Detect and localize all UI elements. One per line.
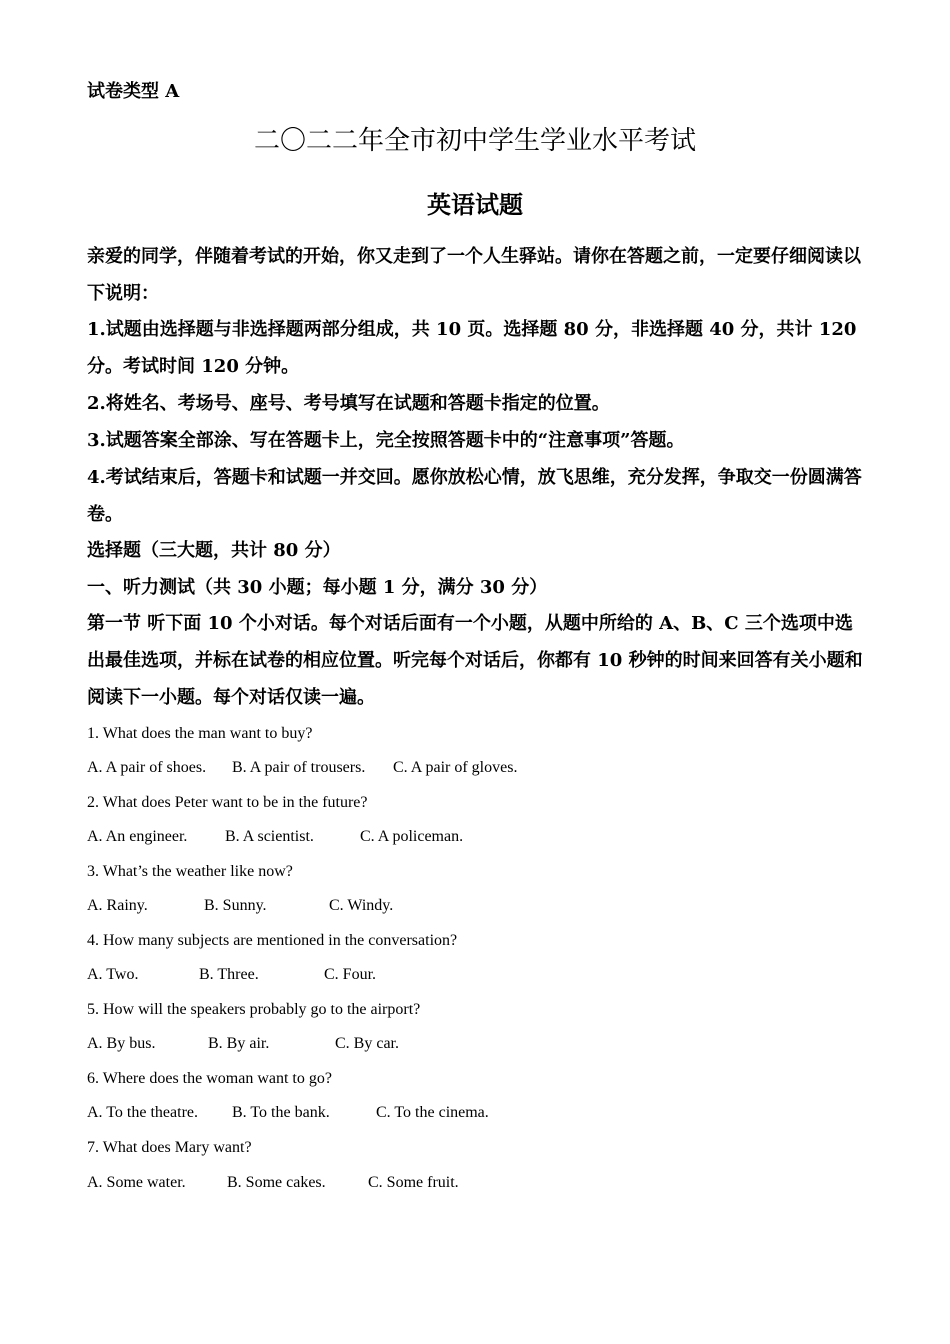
question-3-options (87, 895, 393, 917)
instruction-item-2: 2.将姓名、考场号、座号、考号填写在试题和答题卡指定的位置。 (87, 393, 610, 414)
question-5: 5. How will the speakers probably go to the airport? (87, 1001, 421, 1018)
option-a: A. Rainy. (87, 897, 148, 914)
option-b: B. Some cakes. (227, 1174, 326, 1191)
option-b: B. To the bank. (232, 1104, 330, 1121)
option-c: C. Some fruit. (368, 1174, 459, 1191)
part1-instruction: 第一节 听下面 10 个小对话。每个对话后面有一个小题，从题中所给的 A、B、C 三个选项中选出最佳选项，并标在试卷的相应位置。听完每个对话后，你都有 10 秒钟的时间来回答有关小题和阅读下一小题。每个对话仅读一遍。 (87, 613, 863, 708)
question-7: 7. What does Mary want? (87, 1139, 252, 1156)
option-a: A. Two. (87, 966, 139, 983)
option-b: B. A pair of trousers. (232, 759, 366, 776)
instruction-intro: 亲爱的同学，伴随着考试的开始，你又走到了一个人生驿站。请你在答题之前，一定要仔细阅读以下说明： (87, 246, 861, 304)
option-b: B. Sunny. (204, 897, 267, 914)
option-a: A. Some water. (87, 1174, 186, 1191)
question-2-options (87, 826, 463, 848)
instruction-item-4: 4.考试结束后，答题卡和试题一并交回。愿你放松心情，放飞思维，充分发挥，争取交一份圆满答卷。 (87, 467, 862, 525)
choice-section-heading: 选择题（三大题，共计 80 分） (87, 540, 341, 561)
instruction-item-3: 3.试题答案全部涂、写在答题卡上，完全按照答题卡中的“注意事项”答题。 (87, 430, 685, 451)
question-6: 6. Where does the woman want to go? (87, 1070, 332, 1087)
exam-title: 二〇二二年全市初中学生学业水平考试 (253, 126, 696, 156)
option-c: C. To the cinema. (376, 1104, 489, 1121)
question-3: 3. What’s the weather like now? (87, 863, 293, 880)
question-5-options (87, 1033, 399, 1055)
question-4-options (87, 964, 376, 986)
question-7-options (87, 1172, 459, 1194)
option-a: A. An engineer. (87, 828, 188, 845)
question-1-options (87, 757, 517, 779)
instruction-item-1: 1.试题由选择题与非选择题两部分组成，共 10 页。选择题 80 分，非选择题 40 分，共计 120 分。考试时间 120 分钟。 (87, 319, 857, 377)
option-a: A. A pair of shoes. (87, 759, 207, 776)
question-2: 2. What does Peter want to be in the future? (87, 794, 368, 811)
question-1: 1. What does the man want to buy? (87, 725, 313, 742)
option-c: C. By car. (335, 1035, 399, 1052)
paper-type-label: 试卷类型 A (87, 81, 180, 102)
option-b: B. A scientist. (225, 828, 314, 845)
option-c: C. Four. (324, 966, 377, 983)
listening-section-heading: 一、听力测试（共 30 小题；每小题 1 分，满分 30 分） (87, 577, 548, 598)
option-c: C. A pair of gloves. (393, 759, 518, 776)
option-b: B. Three. (199, 966, 259, 983)
question-4: 4. How many subjects are mentioned in the conversation? (87, 932, 458, 949)
option-b: B. By air. (208, 1035, 270, 1052)
option-a: A. To the theatre. (87, 1104, 198, 1121)
option-a: A. By bus. (87, 1035, 156, 1052)
exam-subtitle: 英语试题 (427, 190, 523, 219)
question-6-options (87, 1102, 489, 1124)
option-c: C. Windy. (329, 897, 394, 914)
option-c: C. A policeman. (360, 828, 464, 845)
